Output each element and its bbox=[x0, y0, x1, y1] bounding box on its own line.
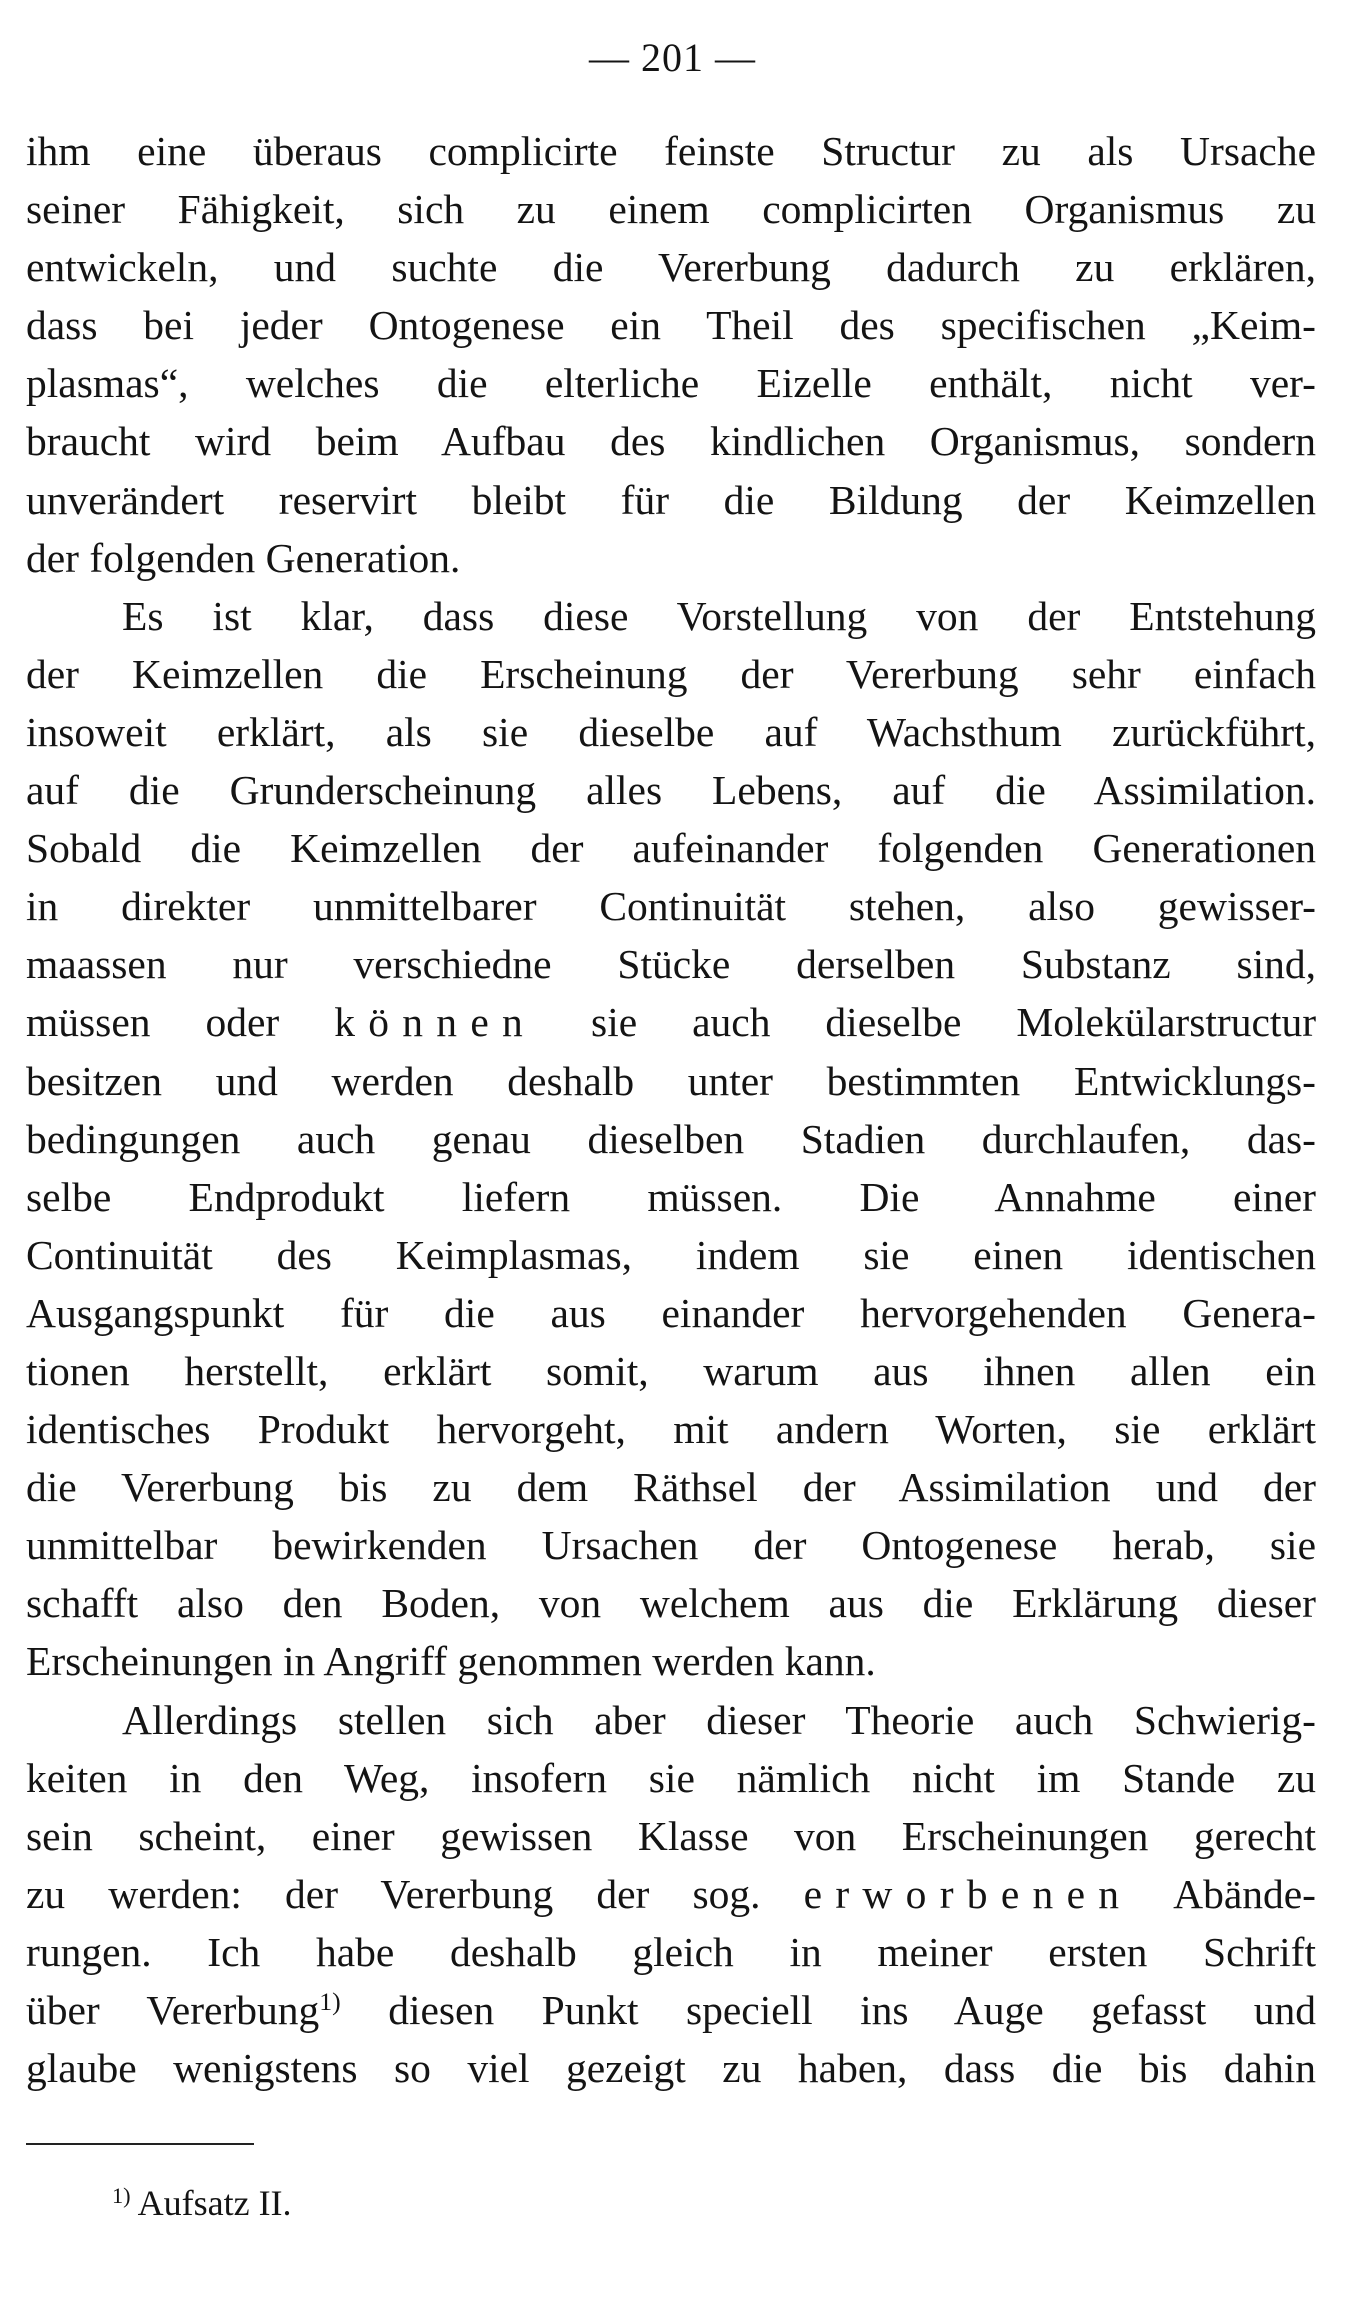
text-line: maassen nur verschiedne Stücke derselben Substanz sind, bbox=[26, 941, 1316, 988]
text-line: dass bei jeder Ontogenese ein Theil des specifischen „Keim- bbox=[26, 302, 1316, 349]
text-line: sein scheint, einer gewissen Klasse von Erscheinungen gerecht bbox=[26, 1812, 1316, 1859]
text-line: die Vererbung bis zu dem Räthsel der Assimilation und der bbox=[26, 1464, 1316, 1511]
footnote-marker: 1) bbox=[112, 2182, 131, 2208]
emphasized-word: erworbenen bbox=[803, 1870, 1133, 1917]
text-line bbox=[26, 993, 1316, 1051]
text-line: der Keimzellen die Erscheinung der Vererbung sehr einfach bbox=[26, 650, 1316, 697]
text-line: bedingungen auch genau dieselben Stadien durchlaufen, das- bbox=[26, 1115, 1316, 1162]
text-line: entwickeln, und suchte die Vererbung dadurch zu erklären, bbox=[26, 244, 1316, 291]
footnote bbox=[112, 2178, 292, 2233]
text-line: rungen. Ich habe deshalb gleich in meiner ersten Schrift bbox=[26, 1928, 1316, 1975]
page-number: — 201 — bbox=[589, 35, 756, 80]
text-segment: sie auch dieselbe Molekülarstructur bbox=[591, 999, 1317, 1046]
text-line: Es ist klar, dass diese Vorstellung von der Entstehung bbox=[122, 592, 1316, 639]
text-line: ihm eine überaus complicirte feinste Structur zu als Ursache bbox=[26, 128, 1316, 174]
text-line: Ausgangspunkt für die aus einander hervorgehenden Genera- bbox=[26, 1289, 1316, 1336]
text-line: auf die Grunderscheinung alles Lebens, auf die Assimilation. bbox=[26, 767, 1316, 814]
text-line: insoweit erklärt, als sie dieselbe auf Wachsthum zurückführt, bbox=[26, 708, 1316, 755]
text-line: unmittelbar bewirkenden Ursachen der Ontogenese herab, sie bbox=[26, 1522, 1316, 1569]
text-line: Continuität des Keimplasmas, indem sie einen identischen bbox=[26, 1231, 1316, 1278]
text-line: identisches Produkt hervorgeht, mit andern Worten, sie erklärt bbox=[26, 1406, 1316, 1453]
text-line: keiten in den Weg, insofern sie nämlich nicht im Stande zu bbox=[26, 1754, 1316, 1801]
text-segment: diesen Punkt speciell ins Auge gefasst und bbox=[388, 1987, 1317, 2033]
text-line bbox=[26, 1865, 1316, 1923]
text-line: tionen herstellt, erklärt somit, warum aus ihnen allen ein bbox=[26, 1347, 1316, 1394]
footnote-text: Aufsatz II. bbox=[137, 2183, 292, 2223]
text-segment: zu werden: der Vererbung der sog. bbox=[26, 1870, 761, 1917]
emphasized-word: können bbox=[334, 999, 537, 1046]
text-line: Sobald die Keimzellen der aufeinander folgenden Generationen bbox=[26, 825, 1316, 872]
text-line: besitzen und werden deshalb unter bestimmten Entwicklungs- bbox=[26, 1057, 1316, 1104]
text-line: braucht wird beim Aufbau des kindlichen Organismus, sondern bbox=[26, 418, 1316, 465]
footnote-reference: 1) bbox=[319, 1986, 341, 2016]
text-line: glaube wenigstens so viel gezeigt zu haben, dass die bis dahin bbox=[26, 2045, 1316, 2092]
text-segment: über Vererbung bbox=[26, 1987, 320, 2033]
text-segment: Abände- bbox=[1173, 1870, 1317, 1917]
text-line: schafft also den Boden, von welchem aus die Erklärung dieser bbox=[26, 1580, 1316, 1627]
footnote-divider bbox=[26, 2143, 254, 2145]
main-text bbox=[26, 122, 1316, 2097]
text-line bbox=[26, 1981, 1316, 2039]
text-line: in direkter unmittelbarer Continuität stehen, also gewisser- bbox=[26, 883, 1316, 930]
text-line: seiner Fähigkeit, sich zu einem complicirten Organismus zu bbox=[26, 186, 1316, 233]
text-segment: müssen oder bbox=[26, 999, 280, 1046]
text-line: plasmas“, welches die elterliche Eizelle enthält, nicht ver- bbox=[26, 360, 1316, 407]
text-line: der folgenden Generation. bbox=[26, 534, 461, 581]
text-line: Erscheinungen in Angriff genommen werden kann. bbox=[26, 1638, 876, 1685]
text-line: selbe Endprodukt liefern müssen. Die Annahme einer bbox=[26, 1173, 1316, 1220]
text-line: unverändert reservirt bleibt für die Bildung der Keimzellen bbox=[26, 476, 1316, 523]
text-line: Allerdings stellen sich aber dieser Theorie auch Schwierig- bbox=[122, 1696, 1316, 1743]
